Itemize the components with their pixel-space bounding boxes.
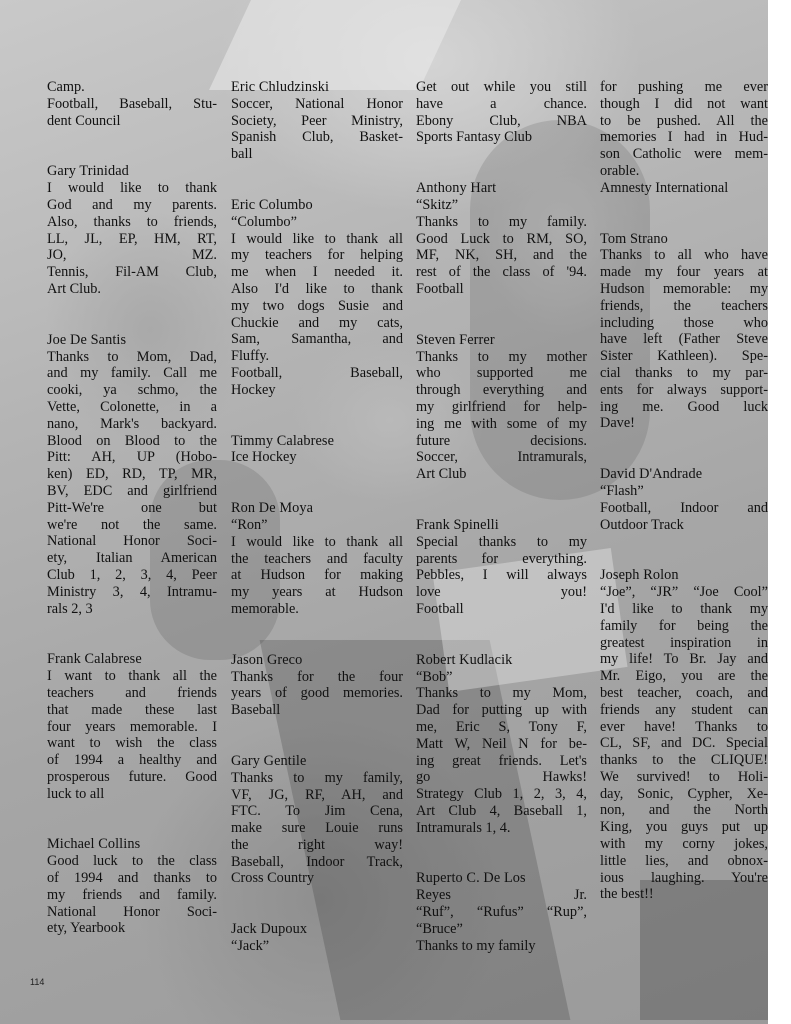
senior-entry <box>47 332 217 618</box>
senior-name: Ruperto C. De Los <box>416 870 526 887</box>
senior-entry <box>416 870 587 954</box>
entry-text-line: Baseball <box>231 702 281 719</box>
senior-name: Steven Ferrer <box>416 331 495 348</box>
entry-text-line: “Flash” <box>600 482 644 499</box>
entry-text-line: memories I had in Hud- <box>600 129 768 146</box>
entry-text-line: me when I needed it. <box>231 264 403 281</box>
entry-text-line: Vette, Colonette, in a <box>47 398 217 415</box>
entry-text-line: Also I'd like to thank <box>231 280 403 297</box>
senior-name: Ron De Moya <box>231 500 314 517</box>
entry-text-line: Intramurals 1, 4. <box>416 819 511 836</box>
senior-entry <box>600 79 768 197</box>
entry-text-line: Art Club <box>416 466 467 483</box>
entry-text-line: “Skitz” <box>416 196 459 213</box>
entry-text-line: BV, EDC and girlfriend <box>47 482 217 499</box>
entry-text-line: of 1994 and thanks to <box>47 870 217 887</box>
entry-text-line: Pebbles, I will always <box>416 567 587 584</box>
senior-name: Michael Collins <box>47 836 141 853</box>
senior-name: Tom Strano <box>600 230 668 247</box>
senior-name: Jason Greco <box>231 651 303 668</box>
entry-text-line: JO, MZ. <box>47 247 217 264</box>
entry-text-line: ety, Yearbook <box>47 920 126 937</box>
entry-text-line: my life! To Br. Jay and <box>600 651 768 668</box>
entry-text-line: Soccer, National Honor <box>231 95 403 112</box>
entry-text-line: me, Eric S, Tony F, <box>416 718 587 735</box>
entry-text-line: four years memorable. I <box>47 718 217 735</box>
senior-entry <box>231 433 403 467</box>
senior-entry <box>416 79 587 146</box>
entry-text-line: parents for everything. <box>416 550 587 567</box>
entry-text-line: Mr. Eigo, you are the <box>600 668 768 685</box>
entry-text-line: day, Sonic, Cypher, Xe- <box>600 785 768 802</box>
entry-text-line: Dave! <box>600 415 635 432</box>
entry-text-line: Blood on Blood to the <box>47 432 217 449</box>
senior-name: Joe De Santis <box>47 331 127 348</box>
entry-text-line: Football, Baseball, <box>231 364 403 381</box>
entry-text-line: dent Council <box>47 112 121 129</box>
entry-text-line: “Joe”, “JR” “Joe Cool” <box>600 584 768 601</box>
entry-text-line: friends any student can <box>600 701 768 718</box>
entry-text-line: have a chance. <box>416 95 587 112</box>
senior-entry <box>47 836 217 937</box>
senior-entry <box>416 652 587 837</box>
entry-text-line: Pitt: AH, UP (Hobo- <box>47 449 217 466</box>
entry-text-line: cial thanks to my par- <box>600 364 768 381</box>
senior-name: Eric Columbo <box>231 196 313 213</box>
entry-text-line: that made these last <box>47 701 217 718</box>
entry-text-line: I'd like to thank my <box>600 600 768 617</box>
entry-text-line: Dad for putting up with <box>416 702 587 719</box>
entry-text-line: CL, SF, and DC. Special <box>600 735 768 752</box>
senior-name: Gary Trinidad <box>47 163 129 180</box>
entry-text-line: have left (Father Steve <box>600 331 768 348</box>
entry-text-line: Fluffy. <box>231 348 270 365</box>
entry-text-line: King, you guys put up <box>600 819 768 836</box>
entry-text-line: little lies, and obnox- <box>600 852 768 869</box>
entry-text-line: Ice Hockey <box>231 449 297 466</box>
entry-text-line: Sam, Samantha, and <box>231 331 403 348</box>
entry-text-line: the best!! <box>600 886 654 903</box>
entry-text-line: National Honor Soci- <box>47 903 217 920</box>
text-column-2 <box>231 79 403 989</box>
entry-text-line: We survived! to Holi- <box>600 768 768 785</box>
entry-text-line: and my family. Call me <box>47 365 217 382</box>
senior-entry <box>47 79 217 129</box>
senior-name: Frank Calabrese <box>47 651 142 668</box>
text-column-3 <box>416 79 587 988</box>
entry-text-line: ious laughing. You're <box>600 869 768 886</box>
entry-text-line: my two dogs Susie and <box>231 297 403 314</box>
senior-entry <box>231 500 403 618</box>
entry-text-line: “Columbo” <box>231 213 297 230</box>
entry-text-line: with my corny jokes, <box>600 836 768 853</box>
entry-text-line: Soccer, Intramurals, <box>416 449 587 466</box>
senior-entry <box>231 921 403 955</box>
entry-text-line: my years at Hudson <box>231 584 403 601</box>
entry-text-line: ing great friends. Let's <box>416 752 587 769</box>
entry-text-line: “Bob” <box>416 668 453 685</box>
entry-text-line: I would like to thank <box>47 180 217 197</box>
entry-text-line: Special thanks to my <box>416 533 587 550</box>
entry-text-line: to be pushed. All the <box>600 112 768 129</box>
senior-name: Frank Spinelli <box>416 516 499 533</box>
senior-entry <box>416 517 587 618</box>
entry-text-line: of 1994 a healthy and <box>47 752 217 769</box>
entry-text-line: love you! <box>416 584 587 601</box>
entry-text-line: Football, Baseball, Stu- <box>47 95 217 112</box>
senior-entry <box>231 753 403 887</box>
entry-text-line: Matt W, Neil N for be- <box>416 735 587 752</box>
entry-text-line: I would like to thank all <box>231 230 403 247</box>
entry-text-line: memorable. <box>231 600 299 617</box>
entry-text-line: we're not the same. <box>47 516 217 533</box>
entry-text-line: I want to thank all the <box>47 668 217 685</box>
entry-text-line: Thanks to my Mom, <box>416 685 587 702</box>
entry-text-line: thanks to the CLIQUE! <box>600 752 768 769</box>
entry-text-line: who supported me <box>416 365 587 382</box>
senior-name: Joseph Rolon <box>600 567 679 584</box>
senior-name: Anthony Hart <box>416 180 497 197</box>
entry-text-line: “Ron” <box>231 516 268 533</box>
entry-text-line: Football <box>416 600 464 617</box>
entry-text-line: ing me with some of my <box>416 415 587 432</box>
entry-text-line: Thanks to my family <box>416 937 536 954</box>
entry-text-line: VF, JG, RF, AH, and <box>231 786 403 803</box>
senior-entry <box>416 180 587 298</box>
entry-text-line: made my four years at <box>600 264 768 281</box>
entry-text-line: National Honor Soci- <box>47 533 217 550</box>
entry-text-line: Pitt-We're one but <box>47 499 217 516</box>
senior-entry <box>47 651 217 802</box>
entry-text-line: ents for always support- <box>600 381 768 398</box>
entry-text-line: though I did not want <box>600 95 768 112</box>
entry-text-line: for pushing me ever <box>600 79 768 95</box>
entry-text-line: Football, Indoor and <box>600 499 768 516</box>
entry-text-line: my girlfriend for help- <box>416 398 587 415</box>
senior-entry <box>600 231 768 433</box>
text-column-1 <box>47 79 217 971</box>
entry-text-line: want to wish the class <box>47 735 217 752</box>
entry-text-line: Hockey <box>231 381 276 398</box>
entry-text-line: Thanks for the four <box>231 668 403 685</box>
entry-text-line: years of good memories. <box>231 685 403 702</box>
senior-name: Eric Chludzinski <box>231 79 330 95</box>
entry-text-line: Art Club 4, Baseball 1, <box>416 802 587 819</box>
entry-text-line: Ebony Club, NBA <box>416 112 587 129</box>
entry-text-line: Good Luck to RM, SO, <box>416 230 587 247</box>
entry-text-line: my friends and family. <box>47 886 217 903</box>
entry-text-line: Also, thanks to friends, <box>47 213 217 230</box>
entry-text-line: through everything and <box>416 382 587 399</box>
senior-entry <box>231 197 403 399</box>
entry-text-line: friends, the teachers <box>600 297 768 314</box>
entry-text-line: Sister Kathleen). Spe- <box>600 348 768 365</box>
entry-text-line: including those who <box>600 314 768 331</box>
entry-text-line: Sports Fantasy Club <box>416 129 532 146</box>
entry-text-line: greatest inspiration in <box>600 634 768 651</box>
entry-text-line: Thanks to my mother <box>416 348 587 365</box>
entry-text-line: Thanks to my family, <box>231 769 403 786</box>
entry-text-line: go Hawks! <box>416 769 587 786</box>
senior-name: Robert Kudlacik <box>416 651 513 668</box>
entry-text-line: at Hudson for making <box>231 567 403 584</box>
entry-text-line: orable. <box>600 162 640 179</box>
entry-text-line: son Catholic were mem- <box>600 146 768 163</box>
entry-text-line: future decisions. <box>416 432 587 449</box>
entry-text-line: ing me. Good luck <box>600 398 768 415</box>
entry-text-line: rest of the class of '94. <box>416 264 587 281</box>
entry-text-line: Hudson memorable: my <box>600 280 768 297</box>
senior-name: Jack Dupoux <box>231 921 308 938</box>
entry-text-line: LL, JL, EP, HM, RT, <box>47 230 217 247</box>
entry-text-line: Good luck to the class <box>47 853 217 870</box>
entry-text-line: ety, Italian American <box>47 550 217 567</box>
entry-text-line: MF, NK, SH, and the <box>416 247 587 264</box>
entry-text-line: teachers and friends <box>47 684 217 701</box>
entry-text-line: Tennis, Fil-AM Club, <box>47 264 217 281</box>
photo-highlight <box>209 0 461 90</box>
senior-entry <box>416 332 587 483</box>
entry-text-line: Club 1, 2, 3, 4, Peer <box>47 566 217 583</box>
entry-text-line: Ministry 3, 4, Intramu- <box>47 583 217 600</box>
entry-text-line: cooki, ya schmo, the <box>47 382 217 399</box>
entry-text-line: family for being the <box>600 617 768 634</box>
entry-text-line: my teachers for helping <box>231 247 403 264</box>
text-column-4 <box>600 79 768 937</box>
entry-text-line: Get out while you still <box>416 79 587 95</box>
entry-text-line: rals 2, 3 <box>47 600 93 617</box>
senior-name: Timmy Calabrese <box>231 432 335 449</box>
entry-text-line: Baseball, Indoor Track, <box>231 853 403 870</box>
entry-text-line: the teachers and faculty <box>231 550 403 567</box>
entry-text-line: Football <box>416 280 464 297</box>
entry-text-line: Spanish Club, Basket- <box>231 129 403 146</box>
senior-entry <box>47 163 217 297</box>
entry-text-line: Thanks to my family. <box>416 213 587 230</box>
entry-text-line: Outdoor Track <box>600 516 684 533</box>
entry-text-line: “Ruf”, “Rufus” “Rup”, <box>416 904 587 921</box>
senior-entry <box>231 652 403 719</box>
entry-text-line: the right way! <box>231 836 403 853</box>
entry-text-line: Thanks to Mom, Dad, <box>47 348 217 365</box>
entry-text-line: nano, Mark's backyard. <box>47 415 217 432</box>
entry-text-line: Camp. <box>47 79 85 95</box>
entry-text-line: Thanks to all who have <box>600 247 768 264</box>
entry-text-line: “Jack” <box>231 938 270 955</box>
entry-text-line: ball <box>231 146 253 163</box>
entry-text-line: best teacher, coach, and <box>600 684 768 701</box>
entry-text-line: Amnesty International <box>600 179 729 196</box>
entry-text-line: Chuckie and my cats, <box>231 314 403 331</box>
entry-text-line: FTC. To Jim Cena, <box>231 803 403 820</box>
entry-text-line: make sure Louie runs <box>231 820 403 837</box>
entry-text-line: Society, Peer Ministry, <box>231 112 403 129</box>
entry-text-line: Reyes Jr. <box>416 887 587 904</box>
entry-text-line: ever have! Thanks to <box>600 718 768 735</box>
senior-name: David D'Andrade <box>600 466 703 483</box>
entry-text-line: Art Club. <box>47 280 102 297</box>
senior-entry <box>600 466 768 533</box>
entry-text-line: Cross Country <box>231 870 315 887</box>
senior-entry <box>600 567 768 903</box>
entry-text-line: I would like to thank all <box>231 533 403 550</box>
entry-text-line: prosperous future. Good <box>47 768 217 785</box>
senior-entry <box>231 79 403 163</box>
senior-name: Gary Gentile <box>231 752 307 769</box>
entry-text-line: ken) ED, RD, TP, MR, <box>47 466 217 483</box>
entry-text-line: “Bruce” <box>416 920 463 937</box>
entry-text-line: Strategy Club 1, 2, 3, 4, <box>416 786 587 803</box>
entry-text-line: luck to all <box>47 785 105 802</box>
page-number: 114 <box>30 977 45 987</box>
entry-text-line: God and my parents. <box>47 196 217 213</box>
entry-text-line: non, and the North <box>600 802 768 819</box>
